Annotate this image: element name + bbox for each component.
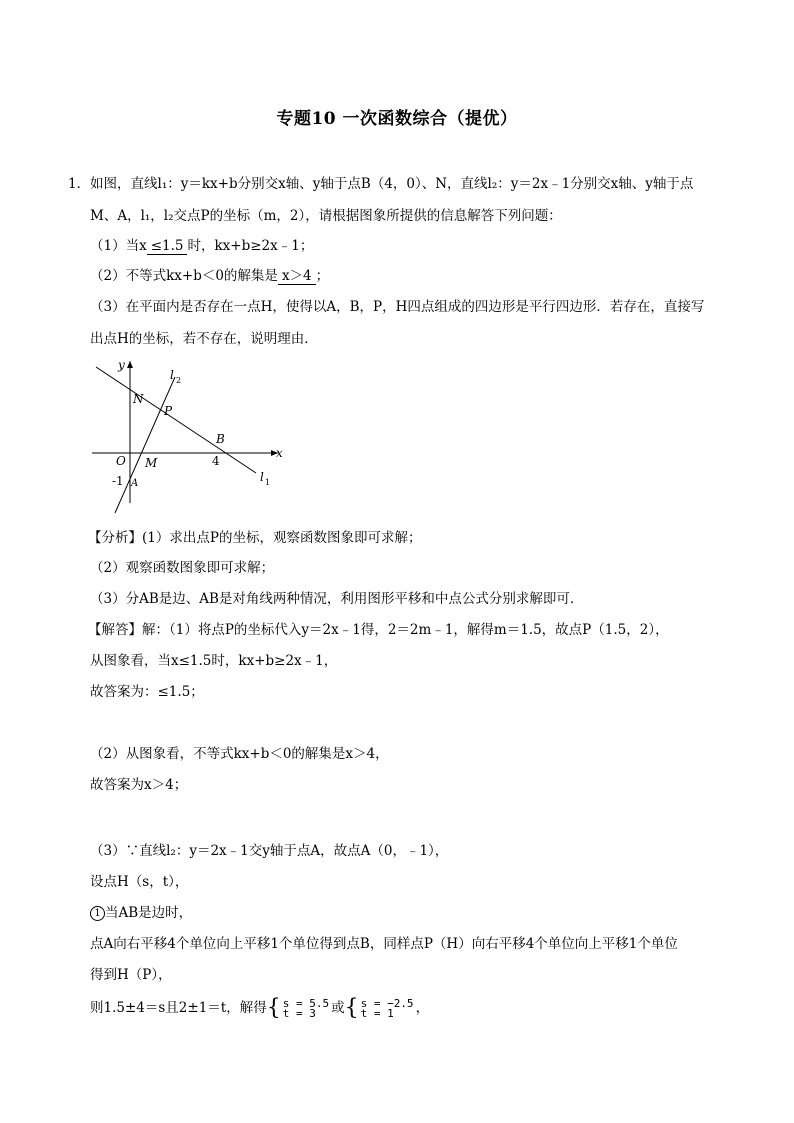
solution-line1: 【解答】解：（1）将点P的坐标代入y＝2x﹣1得，2＝2m﹣1，解得m＝1.5，故点P（1.5，2）， (88, 622, 669, 638)
line11-prefix: 则1.5±4＝s且2±1＝t，解得 (90, 1000, 267, 1016)
case-number-badge: 1 (90, 906, 105, 921)
function-graph-figure (88, 355, 298, 515)
subquestion-1 (90, 236, 313, 256)
q1-answer: ≤1.5 (147, 238, 188, 255)
q2-suffix: ； (315, 268, 330, 284)
l2-subscript: 2 (176, 376, 182, 385)
q1-suffix: 时，kx+b≥2x﹣1； (187, 238, 314, 254)
system1-eq-t: t = 3 (282, 1006, 316, 1020)
point-N-label: N (133, 392, 144, 406)
analysis-line3: （3）分AB是边、AB是对角线两种情况，利用图形平移和中点公式分别求解即可． (90, 591, 584, 607)
system1-brace: { (266, 995, 281, 1021)
line-l2 (115, 377, 175, 513)
system1-eq-s: s = 5.5 (282, 996, 330, 1010)
y-axis-arrow (127, 361, 133, 368)
system2-eq-t: t = 1 (360, 1006, 394, 1020)
point-B-label: B (216, 432, 225, 446)
solution-line9: 点A向右平移4个单位向上平移1个单位得到点B，同样点P（H）向右平移4个单位向上平移1个单位 (90, 936, 678, 952)
q1-prefix: （1）当x (90, 238, 147, 254)
origin-O-label: O (116, 454, 126, 468)
solution-line10: 得到H（P）， (90, 967, 172, 983)
point-M-label: M (145, 456, 158, 470)
tick-neg1-label: -1 (112, 474, 124, 488)
l1-label: l (260, 470, 264, 484)
solution-line6: （3）∵直线l₂：y＝2x﹣1交y轴于点A，故点A（0，﹣1）， (90, 843, 449, 859)
system2-brace: { (344, 995, 359, 1021)
line11-suffix: ， (415, 1000, 430, 1016)
l1-subscript: 1 (265, 478, 271, 487)
solution-line3: 故答案为：≤1.5； (90, 684, 204, 700)
point-A-label: A (131, 478, 139, 489)
solution-line5: 故答案为x＞4； (90, 777, 188, 793)
question-number: 1． (68, 176, 91, 192)
subquestion-3-line1: （3）在平面内是否存在一点H，使得以A，B，P，H四点组成的四边形是平行四边形．若存在，直接写 (90, 299, 705, 315)
question-stem-line1: 如图，直线l₁：y＝kx+b分别交x轴、y轴于点B（4，0）、N，直线l₂：y＝2x﹣1分别交x轴、y轴于点 (90, 176, 694, 192)
l2-label: l (170, 368, 174, 382)
analysis-line2: （2）观察函数图象即可求解； (90, 560, 275, 576)
question-stem-line2: M、A，l₁，l₂交点P的坐标（m，2），请根据图象所提供的信息解答下列问题： (90, 208, 562, 224)
page-title: 专题10 一次函数综合（提优） (276, 109, 518, 129)
solution-line11 (90, 996, 429, 1021)
equation-system-1 (282, 996, 330, 1020)
equation-system-2 (360, 996, 414, 1020)
solution-line7: 设点H（s，t）， (90, 874, 189, 890)
tick-4-label: 4 (212, 454, 220, 468)
solution-line8: 当AB是边时， (105, 905, 193, 921)
solution-line2: 从图象看，当x≤1.5时，kx+b≥2x﹣1， (90, 653, 338, 669)
system2-eq-s: s = −2.5 (360, 996, 414, 1010)
x-axis-label: x (276, 446, 283, 460)
analysis-line1: 【分析】(1）求出点P的坐标，观察函数图象即可求解； (88, 530, 422, 546)
subquestion-2 (90, 266, 329, 286)
subquestion-3-line2: 出点H的坐标，若不存在，说明理由． (90, 331, 318, 347)
or-text: 或 (331, 1000, 345, 1016)
q2-answer: x＞4 (278, 268, 316, 285)
y-axis-label: y (118, 358, 125, 372)
solution-case1 (90, 903, 192, 923)
q2-prefix: （2）不等式kx+b＜0的解集是 (90, 268, 278, 284)
point-P-label: P (164, 404, 173, 418)
solution-line4: （2）从图象看，不等式kx+b＜0的解集是x＞4， (90, 746, 389, 762)
